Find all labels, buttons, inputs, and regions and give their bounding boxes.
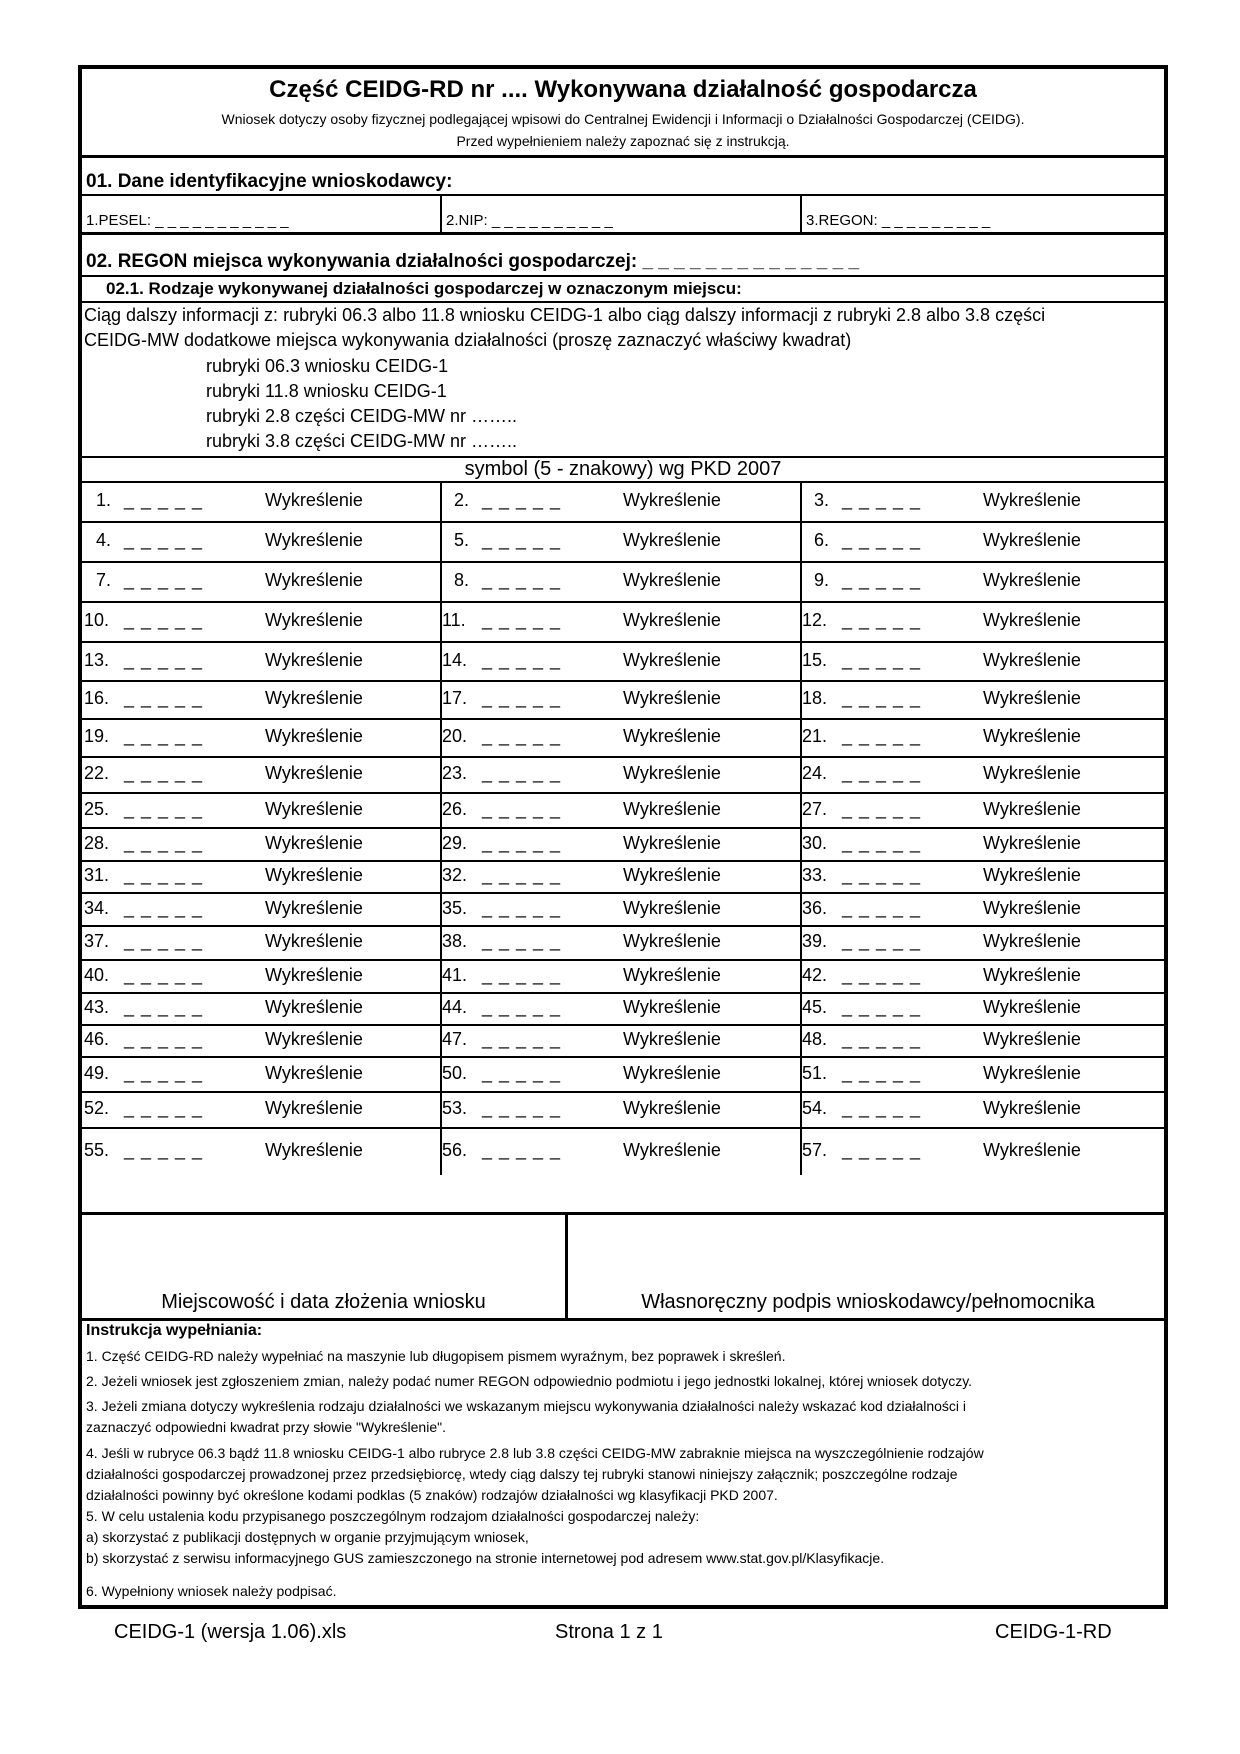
strike-checkbox-label[interactable]: Wykreślenie (983, 490, 1081, 510)
divider (82, 680, 1164, 682)
pkd-row-number: 47. (442, 1029, 468, 1049)
footer-form-code: CEIDG-1-RD (995, 1621, 1112, 1643)
strike-checkbox-label[interactable]: Wykreślenie (265, 833, 363, 853)
divider (82, 860, 1164, 862)
pkd-row-number: 36. (802, 898, 828, 918)
divider (82, 194, 1164, 196)
pkd-row-number: 49. (84, 1063, 110, 1083)
pkd-row-number: 52. (84, 1098, 110, 1118)
strike-checkbox-label[interactable]: Wykreślenie (623, 650, 721, 670)
pkd-row-number: 30. (802, 833, 828, 853)
pkd-row-number: 15. (802, 650, 828, 670)
pkd-code-field[interactable]: _ _ _ _ _ (482, 490, 562, 510)
divider (82, 601, 1164, 603)
pkd-row-number: 12. (802, 610, 828, 630)
divider (82, 718, 1164, 720)
pkd-row-number: 7. (96, 570, 112, 590)
divider (82, 275, 1164, 277)
divider (82, 561, 1164, 563)
strike-checkbox-label[interactable]: Wykreślenie (623, 1140, 721, 1160)
ceidg-rd-form (78, 65, 1168, 1609)
strike-checkbox-label[interactable]: Wykreślenie (265, 1029, 363, 1049)
divider (82, 155, 1164, 158)
pkd-row-number: 23. (442, 763, 468, 783)
strike-checkbox-label[interactable]: Wykreślenie (983, 865, 1081, 885)
form-title: Część CEIDG-RD nr .... Wykonywana działalność gospodarcza (269, 76, 977, 103)
section-02-1-title: 02.1. Rodzaje wykonywanej działalności gospodarczej w oznaczonym miejscu: (106, 279, 742, 298)
pkd-row-number: 34. (84, 898, 110, 918)
pkd-code-field[interactable]: _ _ _ _ _ (124, 898, 204, 918)
strike-checkbox-label[interactable]: Wykreślenie (265, 965, 363, 985)
pkd-code-field[interactable]: _ _ _ _ _ (482, 799, 562, 819)
divider (82, 641, 1164, 643)
pkd-code-field[interactable]: _ _ _ _ _ (842, 1063, 922, 1083)
strike-checkbox-label[interactable]: Wykreślenie (983, 1140, 1081, 1160)
pkd-row-number: 28. (84, 833, 110, 853)
strike-checkbox-label[interactable]: Wykreślenie (265, 530, 363, 550)
pkd-row-number: 26. (442, 799, 468, 819)
instruction-line: b) skorzystać z serwisu informacyjnego GUS zamieszczonego na stronie internetowej pod adresem www.stat.gov.pl/Klasyfikacje. (86, 1550, 885, 1566)
strike-checkbox-label[interactable]: Wykreślenie (983, 965, 1081, 985)
divider (800, 481, 802, 521)
divider (440, 521, 442, 561)
instruction-line: zaznaczyć odpowiedni kwadrat przy słowie "Wykreślenie". (86, 1419, 446, 1435)
strike-checkbox-label[interactable]: Wykreślenie (623, 763, 721, 783)
strike-checkbox-label[interactable]: Wykreślenie (983, 763, 1081, 783)
footer-page: Strona 1 z 1 (555, 1621, 663, 1643)
regon-field[interactable]: 3.REGON: _ _ _ _ _ _ _ _ _ (806, 212, 991, 229)
strike-checkbox-label[interactable]: Wykreślenie (265, 1140, 363, 1160)
signature-label: Własnoręczny podpis wnioskodawcy/pełnomocnika (641, 1291, 1095, 1313)
divider (440, 194, 442, 232)
strike-checkbox-label[interactable]: Wykreślenie (265, 763, 363, 783)
strike-checkbox-label[interactable]: Wykreślenie (623, 965, 721, 985)
strike-checkbox-label[interactable]: Wykreślenie (265, 650, 363, 670)
pkd-row-number: 19. (84, 726, 110, 746)
divider (440, 561, 442, 601)
option-2-8[interactable]: rubryki 2.8 części CEIDG-MW nr …….. (206, 406, 518, 426)
strike-checkbox-label[interactable]: Wykreślenie (623, 1029, 721, 1049)
pkd-code-field[interactable]: _ _ _ _ _ (482, 833, 562, 853)
pkd-code-field[interactable]: _ _ _ _ _ (124, 490, 204, 510)
divider (82, 1091, 1164, 1093)
pkd-code-field[interactable]: _ _ _ _ _ (482, 931, 562, 951)
strike-checkbox-label[interactable]: Wykreślenie (265, 610, 363, 630)
instruction-line: 1. Część CEIDG-RD należy wypełniać na maszynie lub długopisem pismem wyraźnym, bez poprawek i skreśleń. (86, 1348, 786, 1364)
pkd-code-field[interactable]: _ _ _ _ _ (842, 1140, 922, 1160)
pkd-code-field[interactable]: _ _ _ _ _ (124, 1140, 204, 1160)
pkd-code-field[interactable]: _ _ _ _ _ (482, 898, 562, 918)
pkd-row-number: 33. (802, 865, 828, 885)
pkd-code-field[interactable]: _ _ _ _ _ (124, 997, 204, 1017)
strike-checkbox-label[interactable]: Wykreślenie (623, 688, 721, 708)
info-line-2: CEIDG-MW dodatkowe miejsca wykonywania działalności (proszę zaznaczyć właściwy kwadrat) (84, 330, 852, 350)
divider (82, 481, 1164, 483)
pkd-code-field[interactable]: _ _ _ _ _ (124, 688, 204, 708)
pkd-row-number: 57. (802, 1140, 828, 1160)
pkd-row-number: 9. (814, 570, 830, 590)
option-3-8[interactable]: rubryki 3.8 części CEIDG-MW nr …….. (206, 431, 518, 451)
divider (800, 194, 802, 232)
strike-checkbox-label[interactable]: Wykreślenie (983, 1098, 1081, 1118)
pkd-row-number: 43. (84, 997, 110, 1017)
pkd-code-field[interactable]: _ _ _ _ _ (842, 931, 922, 951)
strike-checkbox-label[interactable]: Wykreślenie (265, 997, 363, 1017)
strike-checkbox-label[interactable]: Wykreślenie (623, 726, 721, 746)
strike-checkbox-label[interactable]: Wykreślenie (623, 865, 721, 885)
strike-checkbox-label[interactable]: Wykreślenie (983, 1029, 1081, 1049)
pkd-code-field[interactable]: _ _ _ _ _ (482, 763, 562, 783)
pkd-row-number: 42. (802, 965, 828, 985)
strike-checkbox-label[interactable]: Wykreślenie (623, 799, 721, 819)
strike-checkbox-label[interactable]: Wykreślenie (265, 726, 363, 746)
pkd-row-number: 45. (802, 997, 828, 1017)
strike-checkbox-label[interactable]: Wykreślenie (265, 898, 363, 918)
pkd-code-field[interactable]: _ _ _ _ _ (124, 833, 204, 853)
pkd-code-field[interactable]: _ _ _ _ _ (842, 650, 922, 670)
pkd-code-field[interactable]: _ _ _ _ _ (482, 997, 562, 1017)
strike-checkbox-label[interactable]: Wykreślenie (265, 688, 363, 708)
pkd-row-number: 44. (442, 997, 468, 1017)
pkd-code-field[interactable]: _ _ _ _ _ (124, 931, 204, 951)
pkd-code-field[interactable]: _ _ _ _ _ (482, 1140, 562, 1160)
pkd-code-field[interactable]: _ _ _ _ _ (124, 1029, 204, 1049)
pkd-row-number: 6. (814, 530, 830, 550)
strike-checkbox-label[interactable]: Wykreślenie (265, 1063, 363, 1083)
pkd-code-field[interactable]: _ _ _ _ _ (842, 763, 922, 783)
pkd-row-number: 17. (442, 688, 468, 708)
instruction-line: 5. W celu ustalenia kodu przypisanego poszczególnym rodzajom działalności gospodarczej należy: (86, 1508, 700, 1524)
pkd-row-number: 50. (442, 1063, 468, 1083)
strike-checkbox-label[interactable]: Wykreślenie (265, 490, 363, 510)
footer-filename: CEIDG-1 (wersja 1.06).xls (114, 1621, 347, 1643)
divider (440, 481, 442, 521)
pkd-code-field[interactable]: _ _ _ _ _ (124, 799, 204, 819)
pkd-code-field[interactable]: _ _ _ _ _ (842, 490, 922, 510)
divider (82, 959, 1164, 961)
pkd-code-field[interactable]: _ _ _ _ _ (842, 726, 922, 746)
divider (82, 1056, 1164, 1058)
pkd-row-number: 38. (442, 931, 468, 951)
instruction-line: 4. Jeśli w rubryce 06.3 bądź 11.8 wniosku CEIDG-1 albo rubryce 2.8 lub 3.8 części CEIDG-MW zabraknie miejsca na wyszczególnienie rodzajów (86, 1445, 984, 1461)
strike-checkbox-label[interactable]: Wykreślenie (623, 833, 721, 853)
divider (800, 521, 802, 561)
option-11-8[interactable]: rubryki 11.8 wniosku CEIDG-1 (206, 381, 447, 401)
pkd-code-field[interactable]: _ _ _ _ _ (124, 610, 204, 630)
strike-checkbox-label[interactable]: Wykreślenie (623, 931, 721, 951)
divider (82, 792, 1164, 794)
pkd-row-number: 40. (84, 965, 110, 985)
strike-checkbox-label[interactable]: Wykreślenie (983, 610, 1081, 630)
pkd-code-field[interactable]: _ _ _ _ _ (842, 865, 922, 885)
divider (82, 521, 1164, 523)
pkd-row-number: 54. (802, 1098, 828, 1118)
strike-checkbox-label[interactable]: Wykreślenie (983, 997, 1081, 1017)
option-06-3[interactable]: rubryki 06.3 wniosku CEIDG-1 (206, 356, 449, 376)
pkd-code-field[interactable]: _ _ _ _ _ (124, 650, 204, 670)
strike-checkbox-label[interactable]: Wykreślenie (983, 898, 1081, 918)
pkd-row-number: 3. (814, 490, 830, 510)
strike-checkbox-label[interactable]: Wykreślenie (623, 1063, 721, 1083)
pkd-row-number: 32. (442, 865, 468, 885)
pkd-code-field[interactable]: _ _ _ _ _ (124, 570, 204, 590)
pkd-code-field[interactable]: _ _ _ _ _ (124, 865, 204, 885)
strike-checkbox-label[interactable]: Wykreślenie (265, 799, 363, 819)
strike-checkbox-label[interactable]: Wykreślenie (983, 799, 1081, 819)
pkd-row-number: 16. (84, 688, 110, 708)
pkd-code-field[interactable]: _ _ _ _ _ (842, 610, 922, 630)
pkd-row-number: 56. (442, 1140, 468, 1160)
pkd-row-number: 1. (96, 490, 112, 510)
pkd-row-number: 27. (802, 799, 828, 819)
pkd-code-field[interactable]: _ _ _ _ _ (124, 726, 204, 746)
divider (82, 1318, 1164, 1321)
pkd-code-field[interactable]: _ _ _ _ _ (482, 1063, 562, 1083)
pkd-row-number: 31. (84, 865, 110, 885)
pkd-code-field[interactable]: _ _ _ _ _ (482, 865, 562, 885)
pkd-code-field[interactable]: _ _ _ _ _ (482, 1029, 562, 1049)
pkd-code-field[interactable]: _ _ _ _ _ (842, 530, 922, 550)
pkd-row-number: 22. (84, 763, 110, 783)
instruction-line: 3. Jeżeli zmiana dotyczy wykreślenia rodzaju działalności we wskazanym miejscu wykonywania działalności należy wskazać kod działalności i (86, 1398, 967, 1414)
pkd-code-field[interactable]: _ _ _ _ _ (842, 1098, 922, 1118)
pkd-code-field[interactable]: _ _ _ _ _ (482, 530, 562, 550)
divider (82, 1024, 1164, 1026)
pkd-code-field[interactable]: _ _ _ _ _ (482, 570, 562, 590)
divider (800, 561, 802, 601)
pkd-code-field[interactable]: _ _ _ _ _ (124, 1098, 204, 1118)
pkd-row-number: 53. (442, 1098, 468, 1118)
strike-checkbox-label[interactable]: Wykreślenie (265, 931, 363, 951)
divider (82, 1212, 1164, 1215)
instruction-line: działalności powinny być określone kodami podklas (5 znaków) rodzajów działalności wg klasyfikacji PKD 2007. (86, 1487, 778, 1503)
strike-checkbox-label[interactable]: Wykreślenie (623, 610, 721, 630)
pkd-row-number: 39. (802, 931, 828, 951)
pkd-row-number: 2. (454, 490, 470, 510)
instruction-line: 6. Wypełniony wniosek należy podpisać. (86, 1583, 337, 1599)
pesel-field[interactable]: 1.PESEL: _ _ _ _ _ _ _ _ _ _ _ (86, 212, 289, 229)
divider (82, 232, 1164, 235)
strike-checkbox-label[interactable]: Wykreślenie (983, 833, 1081, 853)
section-02-title[interactable]: 02. REGON miejsca wykonywania działalności gospodarczej: _ _ _ _ _ _ _ _ _ _ _ _ _ _ (86, 251, 860, 272)
strike-checkbox-label[interactable]: Wykreślenie (983, 688, 1081, 708)
pkd-row-number: 11. (442, 610, 466, 630)
pkd-code-field[interactable]: _ _ _ _ _ (124, 530, 204, 550)
strike-checkbox-label[interactable]: Wykreślenie (983, 570, 1081, 590)
strike-checkbox-label[interactable]: Wykreślenie (623, 1098, 721, 1118)
divider (82, 1127, 1164, 1129)
divider (82, 756, 1164, 758)
strike-checkbox-label[interactable]: Wykreślenie (623, 898, 721, 918)
strike-checkbox-label[interactable]: Wykreślenie (265, 570, 363, 590)
pkd-row-number: 10. (84, 610, 110, 630)
strike-checkbox-label[interactable]: Wykreślenie (623, 997, 721, 1017)
strike-checkbox-label[interactable]: Wykreślenie (983, 726, 1081, 746)
pkd-row-number: 48. (802, 1029, 828, 1049)
pkd-code-field[interactable]: _ _ _ _ _ (482, 965, 562, 985)
pkd-row-number: 29. (442, 833, 468, 853)
divider (82, 301, 1164, 303)
instructions-title: Instrukcja wypełniania: (86, 1322, 263, 1339)
pkd-row-number: 13. (84, 650, 110, 670)
pkd-code-field[interactable]: _ _ _ _ _ (124, 965, 204, 985)
pkd-row-number: 37. (84, 931, 110, 951)
strike-checkbox-label[interactable]: Wykreślenie (983, 650, 1081, 670)
pkd-code-field[interactable]: _ _ _ _ _ (482, 688, 562, 708)
nip-field[interactable]: 2.NIP: _ _ _ _ _ _ _ _ _ _ (446, 212, 613, 229)
form-subtitle-1: Wniosek dotyczy osoby fizycznej podlegającej wpisowi do Centralnej Ewidencji i Informacji o Działalności Gospodarczej (CEIDG). (221, 111, 1025, 127)
strike-checkbox-label[interactable]: Wykreślenie (265, 1098, 363, 1118)
info-line-1: Ciąg dalszy informacji z: rubryki 06.3 albo 11.8 wniosku CEIDG-1 albo ciąg dalszy informacji z rubryki 2.8 albo 3.8 części (84, 305, 1046, 325)
instruction-line: działalności gospodarczej prowadzonej przez przedsiębiorcę, wtedy ciąg dalszy tej rubryki stanowi niniejszy załącznik; poszczególne rodzaje (86, 1466, 958, 1482)
pkd-code-field[interactable]: _ _ _ _ _ (842, 965, 922, 985)
pkd-row-number: 21. (802, 726, 828, 746)
pkd-row-number: 18. (802, 688, 828, 708)
strike-checkbox-label[interactable]: Wykreślenie (983, 530, 1081, 550)
pkd-header: symbol (5 - znakowy) wg PKD 2007 (464, 458, 782, 480)
pkd-row-number: 4. (96, 530, 112, 550)
strike-checkbox-label[interactable]: Wykreślenie (265, 865, 363, 885)
pkd-row-number: 41. (442, 965, 468, 985)
divider (82, 992, 1164, 994)
pkd-code-field[interactable]: _ _ _ _ _ (482, 726, 562, 746)
pkd-code-field[interactable]: _ _ _ _ _ (124, 1063, 204, 1083)
pkd-code-field[interactable]: _ _ _ _ _ (842, 570, 922, 590)
pkd-row-number: 55. (84, 1140, 110, 1160)
pkd-code-field[interactable]: _ _ _ _ _ (842, 898, 922, 918)
pkd-code-field[interactable]: _ _ _ _ _ (482, 650, 562, 670)
instruction-line: a) skorzystać z publikacji dostępnych w organie przyjmującym wniosek, (86, 1529, 529, 1545)
strike-checkbox-label[interactable]: Wykreślenie (623, 570, 721, 590)
strike-checkbox-label[interactable]: Wykreślenie (983, 1063, 1081, 1083)
instruction-line: 2. Jeżeli wniosek jest zgłoszeniem zmian, należy podać numer REGON odpowiednio podmiotu i jego jednostki lokalnej, której wniosek dotyczy. (86, 1373, 973, 1389)
divider (82, 892, 1164, 894)
pkd-row-number: 5. (454, 530, 470, 550)
divider (82, 925, 1164, 927)
pkd-row-number: 51. (802, 1063, 828, 1083)
pkd-row-number: 14. (442, 650, 468, 670)
section-01-title: 01. Dane identyfikacyjne wnioskodawcy: (86, 171, 453, 192)
pkd-row-number: 8. (454, 570, 470, 590)
pkd-row-number: 35. (442, 898, 468, 918)
pkd-code-field[interactable]: _ _ _ _ _ (842, 997, 922, 1017)
pkd-row-number: 25. (84, 799, 110, 819)
pkd-code-field[interactable]: _ _ _ _ _ (842, 833, 922, 853)
strike-checkbox-label[interactable]: Wykreślenie (623, 530, 721, 550)
form-subtitle-2: Przed wypełnieniem należy zapoznać się z instrukcją. (456, 133, 790, 149)
pkd-code-field[interactable]: _ _ _ _ _ (124, 763, 204, 783)
strike-checkbox-label[interactable]: Wykreślenie (623, 490, 721, 510)
pkd-code-field[interactable]: _ _ _ _ _ (842, 688, 922, 708)
pkd-row-number: 24. (802, 763, 828, 783)
pkd-code-field[interactable]: _ _ _ _ _ (842, 799, 922, 819)
pkd-row-number: 20. (442, 726, 468, 746)
pkd-code-field[interactable]: _ _ _ _ _ (482, 610, 562, 630)
pkd-code-field[interactable]: _ _ _ _ _ (482, 1098, 562, 1118)
pkd-row-number: 46. (84, 1029, 110, 1049)
divider (82, 827, 1164, 829)
place-date-label: Miejscowość i data złożenia wniosku (161, 1291, 486, 1313)
pkd-code-field[interactable]: _ _ _ _ _ (842, 1029, 922, 1049)
strike-checkbox-label[interactable]: Wykreślenie (983, 931, 1081, 951)
